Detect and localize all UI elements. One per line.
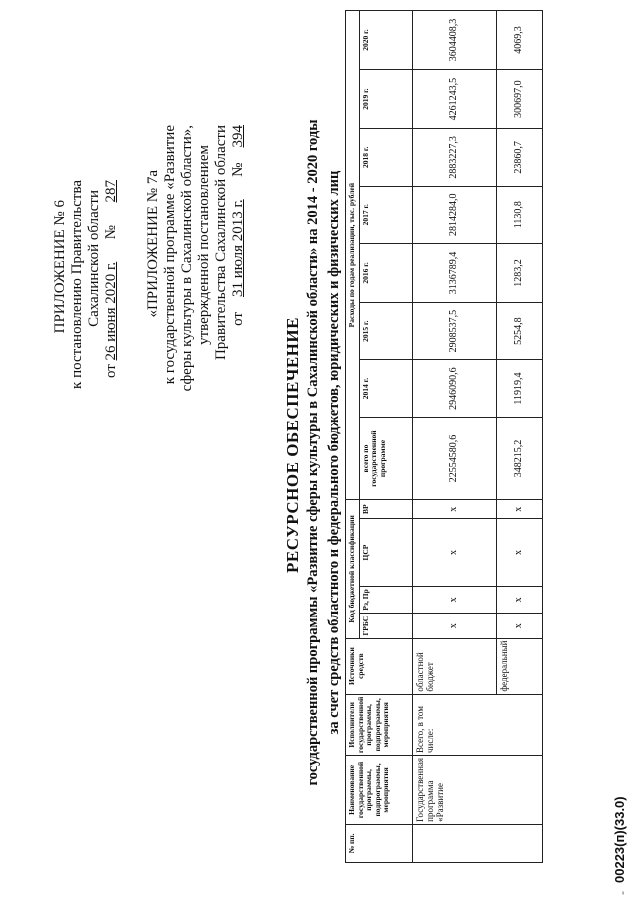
col-num-header: № пп. — [346, 824, 413, 862]
col-year-header: 2018 г. — [359, 129, 412, 186]
col-vr-header: ВР — [359, 500, 412, 519]
appendix-7a-header: «ПРИЛОЖЕНИЕ № 7а к государственной программе «Развитие сферы культуры в Сахалинской области», утвержденной постановлением Правительства Сахалинской области от 31 июля 2013 г. № 394 — [145, 125, 246, 392]
cell-value: 2814284,0 — [412, 186, 496, 243]
appendix-6-number: 287 — [103, 180, 119, 203]
appendix-6-header — [52, 180, 120, 389]
col-rzpr-header: Рз, Пр — [359, 586, 412, 613]
document-code: 00223(п)(33.0) — [612, 796, 627, 883]
col-year-header: 2015 г. — [359, 302, 412, 359]
cell-csr: х — [496, 519, 542, 587]
cell-value: 3136789,4 — [412, 243, 496, 302]
cell-rzpr: х — [412, 586, 496, 613]
document-subtitle-2: за счет средств областного и федерального бюджетов, юридических и физических лиц — [326, 170, 342, 735]
cell-value: 23860,7 — [496, 129, 542, 186]
cell-value: 4069,3 — [496, 11, 542, 70]
cell-total: 348215,2 — [496, 417, 542, 499]
cell-source: областной бюджет — [412, 638, 496, 694]
cell-total: 22554580,6 — [412, 417, 496, 499]
cell-value: 300697,0 — [496, 70, 542, 129]
appendix-7a-number: 394 — [230, 125, 246, 148]
cell-grbs: х — [412, 613, 496, 638]
cell-vr: х — [496, 500, 542, 519]
cell-value: 3604408,3 — [412, 11, 496, 70]
col-csr-header: ЦСР — [359, 519, 412, 587]
col-grbs-header: ГРБС — [359, 613, 412, 638]
cell-value: 1283,2 — [496, 243, 542, 302]
col-expenses-header: Расходы по годам реализации, тыс. рублей — [346, 11, 360, 500]
cell-value: 11919,4 — [496, 360, 542, 417]
cell-value: 4261243,5 — [412, 70, 496, 129]
document-title: РЕСУРСНОЕ ОБЕСПЕЧЕНИЕ — [283, 317, 302, 573]
cell-value: 5254,8 — [496, 302, 542, 359]
col-name-header: Наименование государственной программы, подпрограммы, мероприятия — [346, 755, 413, 824]
scan-mark: ‑ — [615, 891, 629, 895]
col-year-header: 2017 г. — [359, 186, 412, 243]
cell-csr: х — [412, 519, 496, 587]
appendix-7a-date: 31 июля 2013 г. — [230, 199, 246, 298]
appendix-6-date: 26 июня 2020 г. — [103, 261, 119, 361]
cell-program-name: Государственная программа «Развитие — [412, 755, 542, 824]
col-budget-code-header: Код бюджетной классификации — [346, 500, 360, 638]
cell-source: федеральный — [496, 638, 542, 694]
resource-table — [345, 10, 543, 863]
cell-value: 2908537,5 — [412, 302, 496, 359]
cell-value: 2946090,6 — [412, 360, 496, 417]
col-total-header: всего по государственной программе — [359, 417, 412, 499]
cell-rzpr: х — [496, 586, 542, 613]
appendix-6-title: ПРИЛОЖЕНИЕ № 6 — [52, 200, 68, 334]
table-header-row-1 — [346, 11, 360, 863]
appendix-7a-date-line: от 31 июля 2013 г. № 394 — [230, 125, 246, 326]
col-executor-header: Исполнители государственной программы, подпрограммы, мероприятия — [346, 694, 413, 755]
cell-grbs: х — [496, 613, 542, 638]
appendix-6-region: Сахалинской области — [86, 190, 102, 327]
appendix-6-date-line: от 26 июня 2020 г. № 287 — [103, 180, 119, 379]
table-row — [412, 11, 496, 863]
col-year-header: 2014 г. — [359, 360, 412, 417]
col-year-header: 2020 г. — [359, 11, 412, 70]
cell-value: 2883227,3 — [412, 129, 496, 186]
col-source-header: Источники средств — [346, 638, 413, 694]
cell-vr: х — [412, 500, 496, 519]
appendix-7a-title: «ПРИЛОЖЕНИЕ № 7а — [145, 170, 161, 318]
appendix-6-resolution: к постановлению Правительства — [69, 180, 85, 389]
cell-executor: Всего, в том числе: — [412, 694, 542, 755]
document-subtitle-1: государственной программы «Развитие сферы культуры в Сахалинской области» на 2014 - 2020 годы — [305, 119, 321, 786]
cell-num — [412, 824, 542, 862]
cell-value: 1130,8 — [496, 186, 542, 243]
col-year-header: 2019 г. — [359, 70, 412, 129]
col-year-header: 2016 г. — [359, 243, 412, 302]
